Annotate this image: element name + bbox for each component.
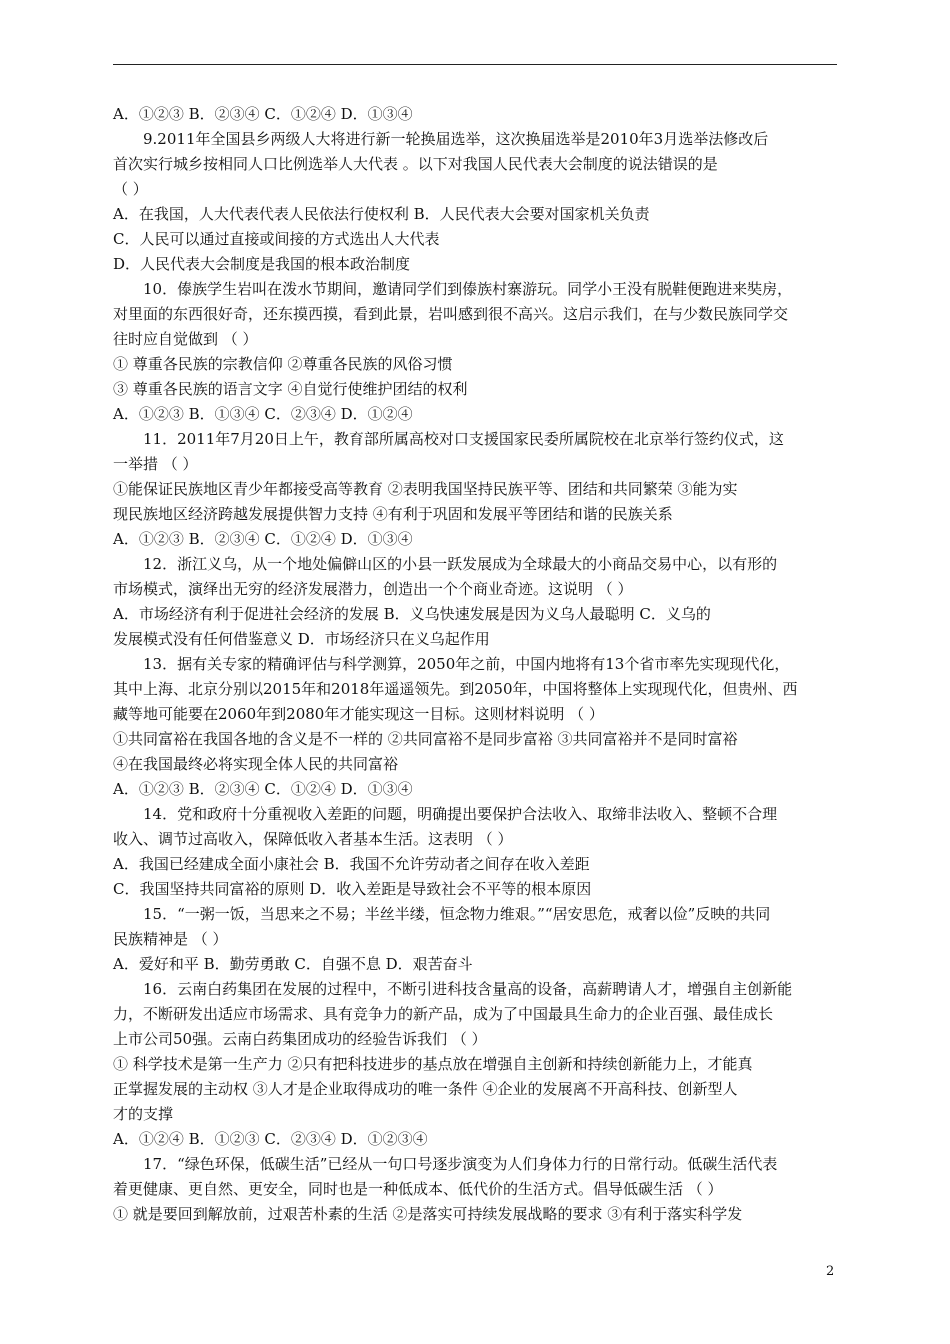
q9-answer-blank: （ ） [113, 180, 148, 198]
q13-choice-line-2: ④在我国最终必将实现全体人民的共同富裕 [113, 755, 399, 773]
q10-choice-line-1: ① 尊重各民族的宗教信仰 ②尊重各民族的风俗习惯 [113, 355, 453, 373]
q13-stem-line-2: 其中上海、北京分别以2015年和2018年遥遥领先。到2050年，中国将整体上实现现代化，但贵州、西 [113, 680, 798, 698]
q12-option-line-2: 发展模式没有任何借鉴意义 D．市场经济只在义乌起作用 [113, 630, 490, 648]
q16-choice-line-2: 正掌握发展的主动权 ③人才是企业取得成功的唯一条件 ④企业的发展离不开高科技、创新型人 [113, 1080, 738, 1098]
q15-stem-line-2: 民族精神是 （ ） [113, 930, 228, 948]
q14-stem-line-2: 收入、调节过高收入，保障低收入者基本生活。这表明 （ ） [113, 830, 513, 848]
q9-option-d: D．人民代表大会制度是我国的根本政治制度 [113, 255, 411, 273]
q16-stem-line-2: 力，不断研发出适应市场需求、具有竞争力的新产品，成为了中国最具生命力的企业百强、最佳成长 [113, 1005, 774, 1023]
q11-options: A．①②③ B．②③④ C．①②④ D．①③④ [113, 530, 413, 548]
q10-choice-line-2: ③ 尊重各民族的语言文字 ④自觉行使维护团结的权利 [113, 380, 468, 398]
q11-stem-line-2: 一举措 （ ） [113, 455, 198, 473]
q12-option-line-1: A．市场经济有利于促进社会经济的发展 B．义乌快速发展是因为义乌人最聪明 C．义乌的 [113, 605, 711, 623]
q16-options: A．①②④ B．①②③ C．②③④ D．①②③④ [113, 1130, 428, 1148]
q16-stem-line-1: 16．云南白药集团在发展的过程中，不断引进科技含量高的设备，高薪聘请人才，增强自主创新能 [143, 980, 793, 998]
q17-choice-line-1: ① 就是要回到解放前，过艰苦朴素的生活 ②是落实可持续发展战略的要求 ③有利于落实科学发 [113, 1205, 743, 1223]
q9-option-c: C．人民可以通过直接或间接的方式选出人大代表 [113, 230, 440, 248]
q16-choice-line-3: 才的支撑 [113, 1105, 174, 1123]
q16-choice-line-1: ① 科学技术是第一生产力 ②只有把科技进步的基点放在增强自主创新和持续创新能力上，才能真 [113, 1055, 753, 1073]
q8-options: A．①②③ B．②③④ C．①②④ D．①③④ [113, 105, 413, 123]
q12-stem-line-1: 12．浙江义乌，从一个地处偏僻山区的小县一跃发展成为全球最大的小商品交易中心，以有形的 [143, 555, 778, 573]
q13-options: A．①②③ B．②③④ C．①②④ D．①③④ [113, 780, 413, 798]
q11-choice-line-2: 现民族地区经济跨越发展提供智力支持 ④有利于巩固和发展平等团结和谐的民族关系 [113, 505, 673, 523]
q15-stem-line-1: 15．“一粥一饭，当思来之不易；半丝半缕，恒念物力维艰。”“居安思危，戒奢以俭”反映的共同 [143, 905, 771, 923]
q10-options: A．①②③ B．①③④ C．②③④ D．①②④ [113, 405, 413, 423]
q16-stem-line-3: 上市公司50强。云南白药集团成功的经验告诉我们 （ ） [113, 1030, 487, 1048]
header-rule [113, 64, 837, 65]
q14-stem-line-1: 14．党和政府十分重视收入差距的问题，明确提出要保护合法收入、取缔非法收入、整顿不合理 [143, 805, 778, 823]
q9-option-ab: A．在我国，人大代表代表人民依法行使权利 B．人民代表大会要对国家机关负责 [113, 205, 650, 223]
q14-option-cd: C．我国坚持共同富裕的原则 D．收入差距是导致社会不平等的根本原因 [113, 880, 592, 898]
q14-option-ab: A．我国已经建成全面小康社会 B．我国不允许劳动者之间存在收入差距 [113, 855, 590, 873]
q9-stem-line-2: 首次实行城乡按相同人口比例选举人大代表 。以下对我国人民代表大会制度的说法错误的是 [113, 155, 718, 173]
q11-choice-line-1: ①能保证民族地区青少年都接受高等教育 ②表明我国坚持民族平等、团结和共同繁荣 ③能为实 [113, 480, 738, 498]
q13-choice-line-1: ①共同富裕在我国各地的含义是不一样的 ②共同富裕不是同步富裕 ③共同富裕并不是同时富裕 [113, 730, 738, 748]
q13-stem-line-1: 13．据有关专家的精确评估与科学测算，2050年之前，中国内地将有13个省市率先实现现代化， [143, 655, 790, 673]
q15-options: A．爱好和平 B．勤劳勇敢 C．自强不息 D．艰苦奋斗 [113, 955, 473, 973]
q12-stem-line-2: 市场模式，演绎出无穷的经济发展潜力，创造出一个个商业奇迹。这说明 （ ） [113, 580, 633, 598]
page-number: 2 [826, 1264, 835, 1279]
q10-stem-line-2: 对里面的东西很好奇，还东摸西摸，看到此景，岩叫感到很不高兴。这启示我们，在与少数民族同学交 [113, 305, 789, 323]
document-body [113, 102, 837, 1227]
q17-stem-line-2: 着更健康、更自然、更安全，同时也是一种低成本、低代价的生活方式。倡导低碳生活 （ ） [113, 1180, 723, 1198]
q10-stem-line-1: 10．傣族学生岩叫在泼水节期间，邀请同学们到傣族村寨游玩。同学小王没有脱鞋便跑进来奘房， [143, 280, 793, 298]
q9-stem-line-1: 9.2011年全国县乡两级人大将进行新一轮换届选举，这次换届选举是2010年3月选举法修改后 [143, 130, 769, 148]
q13-stem-line-3: 藏等地可能要在2060年到2080年才能实现这一目标。这则材料说明 （ ） [113, 705, 604, 723]
q11-stem-line-1: 11．2011年7月20日上午，教育部所属高校对口支援国家民委所属院校在北京举行签约仪式，这 [143, 430, 784, 448]
q10-stem-line-3: 往时应自觉做到 （ ） [113, 330, 258, 348]
q17-stem-line-1: 17．“绿色环保，低碳生活”已经从一句口号逐步演变为人们身体力行的日常行动。低碳生活代表 [143, 1155, 778, 1173]
